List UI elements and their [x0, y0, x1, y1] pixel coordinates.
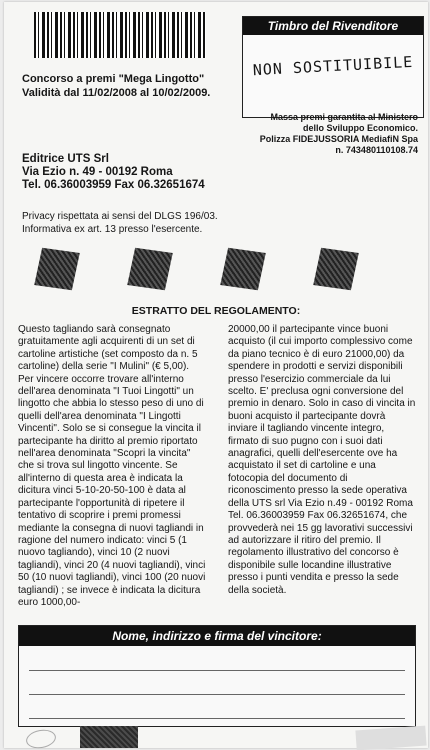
corner-stamp-fragment — [355, 726, 426, 750]
scratch-tile — [220, 248, 266, 291]
winner-info-title: Nome, indirizzo e firma del vincitore: — [19, 626, 415, 646]
scratch-tile — [313, 248, 359, 291]
scratch-tiles — [4, 250, 428, 300]
scratch-tile — [127, 248, 173, 291]
winner-info-box — [18, 625, 416, 727]
corner-scribble — [25, 728, 58, 750]
publisher-info: Editrice UTS Srl Via Ezio n. 49 - 00192 Roma Tel. 06.36003959 Fax 06.32651674 — [22, 153, 205, 191]
privacy-notice: Privacy rispettata ai sensi del DLGS 196/03. Informativa ex art. 13 presso l'esercente. — [22, 211, 218, 235]
scratch-tile — [34, 248, 80, 291]
dealer-stamp-title: Timbro del Rivenditore — [243, 17, 423, 35]
entry-line[interactable] — [29, 718, 405, 719]
footer-scratch-strip — [80, 726, 138, 748]
regulation-left-column: Questo tagliando sarà consegnato gratuitamente agli acquirenti di un set di cartoline artistiche (set composto da n. 5 cartoline) della serie "I Mulini" (€ 5,00). Per vincere occorre trovare all'interno dell'area denominata "I Tuoi Lingotti" un lingotto che abbia lo stesso peso di uno di quelli dell'area denominata "I Lingotti Vincenti". Solo se si consegue la vincita il partecipante ha diritto al premio riportato nell'area denominata "Scopri la vincita" che si trova sul lingotto vincente. Se all'interno di questa area è indicata la dicitura vinci 5-10-20-50-100 è data al partecipante l'opportunità di ripetere il tentativo di scoprire i premi promessi mediante la consegna di nuovi tagliandi in ragione del numero indicato: vinci 5 (1 nuovo tagliando), vinci 10 (2 nuovi tagliandi), vinci 20 (4 nuovi tagliandi), vinci 50 (10 nuovi tagliandi), vinci 100 (20 nuovi tagliandi) ; se invece è indicata la dicitura euro 1000,00- — [18, 324, 206, 608]
entry-line[interactable] — [29, 694, 405, 695]
guarantee-text: Massa premi garantita al Ministero dello Sviluppo Economico. Polizza FIDEJUSSORIA MediafiN Spa n. 743480110108.74 — [259, 112, 418, 155]
regulation-right-column: 20000,00 il partecipante vince buoni acquisto (il cui importo complessivo come da piano tecnico è di euro 21000,00) da spendere in prodotti e servizi disponibili presso l'esercizio commerciale da lui scelto. E' preclusa ogni conversione del premio in denaro. Solo in caso di vincita in buoni acquisto il partecipante dovrà inviare il tagliando vincente integro, firmato di suo pugno con i suoi dati anagrafici, quelli dell'esercente ove ha acquistato il set di cartoline e una fotocopia del documento di riconoscimento presso la sede operativa della UTS srl Via Ezio n.49 - 00192 Roma Tel. 06.36003959 Fax 06.32651674, che provvederà nei 15 gg lavorativi successivi ad autorizzare il ritiro del premio. Il regolamento illustrativo del concorso è disponibile sulle locandine illustrative presso i punti vendita e presso la sede della società. — [228, 324, 416, 596]
barcode — [34, 12, 206, 58]
dealer-stamp-box — [242, 16, 424, 118]
regulation-title: ESTRATTO DEL REGOLAMENTO: — [131, 305, 301, 317]
contest-title: Concorso a premi "Mega Lingotto" Validità dal 11/02/2008 al 10/02/2009. — [22, 73, 211, 99]
entry-line[interactable] — [29, 670, 405, 671]
coupon-card — [4, 2, 428, 748]
non-transferable-stamp: NON SOSTITUIBILE — [252, 52, 414, 80]
